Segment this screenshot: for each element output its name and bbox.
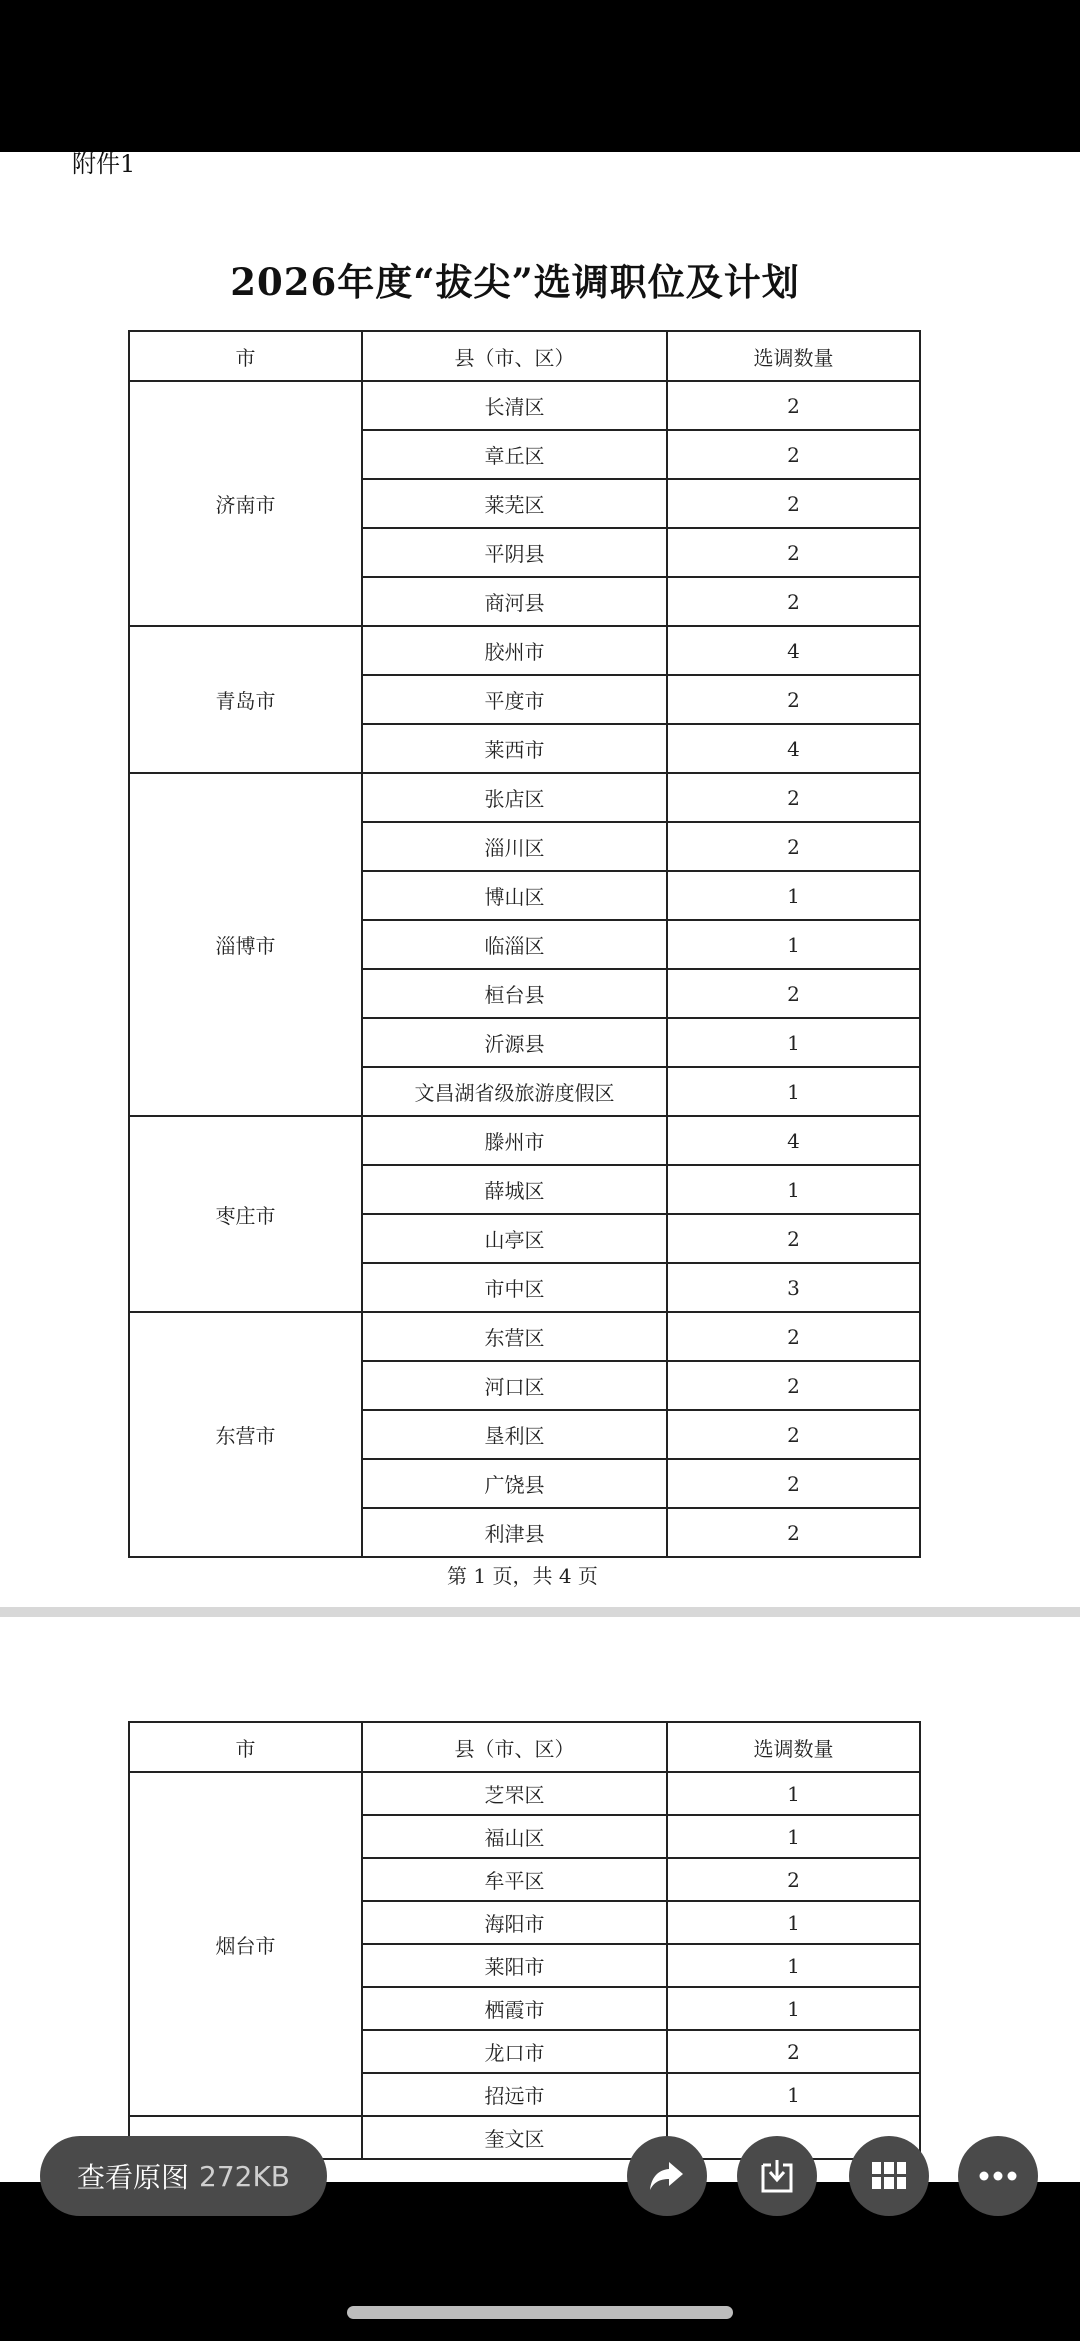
quota-cell: 1: [667, 1815, 920, 1858]
county-cell: 河口区: [362, 1361, 667, 1410]
quota-cell: 2: [667, 1214, 920, 1263]
view-original-button[interactable]: [40, 2136, 327, 2216]
county-cell: 章丘区: [362, 430, 667, 479]
more-icon: [979, 2171, 1017, 2181]
quota-cell: 2: [667, 577, 920, 626]
county-cell: 市中区: [362, 1263, 667, 1312]
table-header-row: [129, 331, 920, 381]
city-cell: 枣庄市: [129, 1116, 362, 1312]
county-cell: 文昌湖省级旅游度假区: [362, 1067, 667, 1116]
county-cell: 平度市: [362, 675, 667, 724]
header-city: 市: [129, 331, 362, 381]
quota-cell: 2: [667, 1858, 920, 1901]
county-cell: 沂源县: [362, 1018, 667, 1067]
county-cell: 招远市: [362, 2073, 667, 2116]
county-cell: 淄川区: [362, 822, 667, 871]
home-indicator[interactable]: [347, 2306, 733, 2319]
county-cell: 芝罘区: [362, 1772, 667, 1815]
county-cell: 龙口市: [362, 2030, 667, 2073]
county-cell: 山亭区: [362, 1214, 667, 1263]
file-size: 272KB: [199, 2159, 291, 2193]
county-cell: 海阳市: [362, 1901, 667, 1944]
grid-icon: [871, 2161, 907, 2191]
quota-cell: 2: [667, 822, 920, 871]
header-quota: 选调数量: [667, 1722, 920, 1772]
county-cell: 利津县: [362, 1508, 667, 1557]
county-cell: 莱芜区: [362, 479, 667, 528]
quota-cell: 2: [667, 381, 920, 430]
table-row: [129, 1772, 920, 1815]
document-page-1: [0, 152, 1080, 1607]
quota-cell: 1: [667, 1772, 920, 1815]
quota-cell: 1: [667, 1067, 920, 1116]
quota-cell: 2: [667, 1312, 920, 1361]
quota-cell: 4: [667, 1116, 920, 1165]
table-row: [129, 1312, 920, 1361]
city-cell: 济南市: [129, 381, 362, 626]
table-header-row: [129, 1722, 920, 1772]
city-cell: 东营市: [129, 1312, 362, 1557]
positions-table: [128, 330, 921, 1558]
quota-cell: 2: [667, 1410, 920, 1459]
quota-cell: 2: [667, 773, 920, 822]
quota-cell: 1: [667, 871, 920, 920]
quota-cell: 2: [667, 528, 920, 577]
county-cell: 垦利区: [362, 1410, 667, 1459]
top-bar: [0, 0, 1080, 152]
quota-cell: 4: [667, 626, 920, 675]
grid-button[interactable]: [849, 2136, 929, 2216]
table-row: [129, 1116, 920, 1165]
quota-cell: 1: [667, 920, 920, 969]
county-cell: 栖霞市: [362, 1987, 667, 2030]
county-cell: 薛城区: [362, 1165, 667, 1214]
download-icon: [759, 2157, 795, 2195]
attachment-label: 附件1: [72, 152, 136, 178]
view-original-label: 查看原图: [76, 2161, 189, 2194]
quota-cell: 2: [667, 479, 920, 528]
quota-cell: 1: [667, 1901, 920, 1944]
quota-cell: 1: [667, 2073, 920, 2116]
document-title: 2026年度“拔尖”选调职位及计划: [230, 260, 800, 304]
quota-cell: 1: [667, 1944, 920, 1987]
quota-cell: 2: [667, 1459, 920, 1508]
image-viewer[interactable]: [0, 152, 1080, 2182]
quota-cell: 2: [667, 675, 920, 724]
county-cell: 滕州市: [362, 1116, 667, 1165]
county-cell: 商河县: [362, 577, 667, 626]
county-cell: 博山区: [362, 871, 667, 920]
county-cell: 莱西市: [362, 724, 667, 773]
county-cell: 广饶县: [362, 1459, 667, 1508]
county-cell: 莱阳市: [362, 1944, 667, 1987]
quota-cell: 2: [667, 1508, 920, 1557]
download-button[interactable]: [737, 2136, 817, 2216]
quota-cell: 3: [667, 1263, 920, 1312]
quota-cell: 2: [667, 2030, 920, 2073]
county-cell: 福山区: [362, 1815, 667, 1858]
county-cell: 胶州市: [362, 626, 667, 675]
city-cell: 青岛市: [129, 626, 362, 773]
county-cell: 平阴县: [362, 528, 667, 577]
table-row: [129, 773, 920, 822]
county-cell: 东营区: [362, 1312, 667, 1361]
document-page-2: [0, 1617, 1080, 2182]
header-county: 县（市、区）: [362, 1722, 667, 1772]
quota-cell: 4: [667, 724, 920, 773]
header-county: 县（市、区）: [362, 331, 667, 381]
quota-cell: 2: [667, 1361, 920, 1410]
share-icon: [647, 2158, 687, 2194]
page-separator: [0, 1607, 1080, 1617]
county-cell: 临淄区: [362, 920, 667, 969]
header-city: 市: [129, 1722, 362, 1772]
county-cell: 奎文区: [362, 2116, 667, 2159]
county-cell: 张店区: [362, 773, 667, 822]
quota-cell: 2: [667, 969, 920, 1018]
county-cell: 桓台县: [362, 969, 667, 1018]
table-row: [129, 381, 920, 430]
quota-cell: 1: [667, 1987, 920, 2030]
table-row: [129, 626, 920, 675]
city-cell: 烟台市: [129, 1772, 362, 2116]
county-cell: 长清区: [362, 381, 667, 430]
quota-cell: 2: [667, 430, 920, 479]
header-quota: 选调数量: [667, 331, 920, 381]
more-button[interactable]: [958, 2136, 1038, 2216]
county-cell: 牟平区: [362, 1858, 667, 1901]
quota-cell: 1: [667, 1165, 920, 1214]
share-button[interactable]: [627, 2136, 707, 2216]
quota-cell: 1: [667, 1018, 920, 1067]
positions-table-continued: [128, 1721, 921, 2160]
page-footer: 第 1 页，共 4 页: [447, 1564, 598, 1588]
city-cell: 淄博市: [129, 773, 362, 1116]
